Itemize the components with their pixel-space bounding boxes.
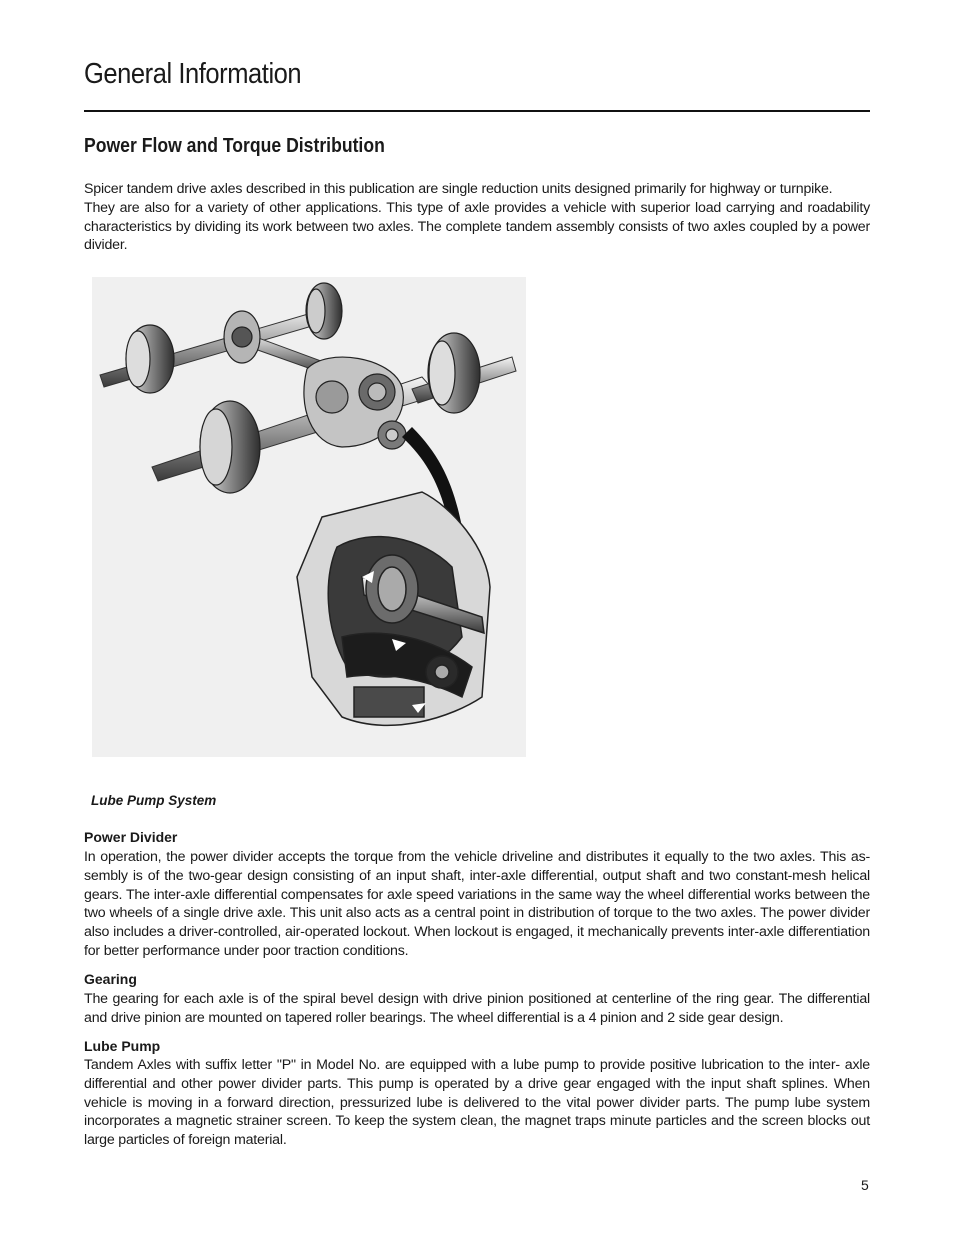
power-divider-body: In operation, the power divider accepts the torque from the vehicle driveline and distributes it equally to the two axles. This as-sembly is of the two-gear design consisting of an input shaft, inter-axle differential, output shaft and two constant-mesh helical gears. The inter-axle differential compensates for axle speed variations in the same way the wheel differential works between the two wheels of a single drive axle. This unit also acts as a central point in distribution of torque to the two axles. The power divider also includes a driver-controlled, air-operated lockout. When lockout is engaged, it mechanically prevents inter-axle differentiation for better performance under poor traction conditions.	[84, 849, 870, 959]
power-divider-heading: Power Divider	[84, 829, 178, 845]
gearing-body: The gearing for each axle is of the spiral bevel design with drive pinion positioned at centerline of the ring gear. The differential and drive pinion are mounted on tapered roller bearings. The wheel differential is a 4 pinion and 2 side gear design.	[84, 991, 870, 1026]
lube-pump-heading: Lube Pump	[84, 1038, 161, 1054]
intro-line-2: They are also for a variety of other applications. This type of axle provides a vehicle with superior load carrying and roadability characteristics by dividing its work between two axles. The complete tandem assembly consists of two axles coupled by a power divider.	[84, 199, 870, 254]
figure-caption: Lube Pump System	[91, 793, 217, 808]
section-title: Power Flow and Torque Distribution	[84, 135, 385, 157]
power-divider-cutaway	[297, 492, 490, 725]
brake-drum-rear-left	[126, 325, 174, 393]
lube-pump-body: Tandem Axles with suffix letter "P" in Model No. are equipped with a lube pump to provide positive lubrication to the inter- axle differential and other power divider parts. This pump is operated by a drive gear engaged with the input shaft splines. When vehicle is moving in a forward direction, pressurized lube is delivered to the vital power divider parts. The pump lube system incorporates a magnetic strainer screen. To keep the system clean, the magnet traps minute particles and the screen blocks out large particles of foreign material.	[84, 1057, 870, 1149]
page-number: 5	[861, 1177, 869, 1193]
gearing-heading: Gearing	[84, 971, 137, 987]
intro-paragraph	[84, 180, 870, 255]
intro-line-1: Spicer tandem drive axles described in this publication are single reduction units designed primarily for highway or turnpike.	[84, 181, 833, 197]
tandem-axle-illustration	[92, 277, 526, 757]
header-rule	[84, 110, 870, 112]
page-title: General Information	[84, 58, 302, 90]
